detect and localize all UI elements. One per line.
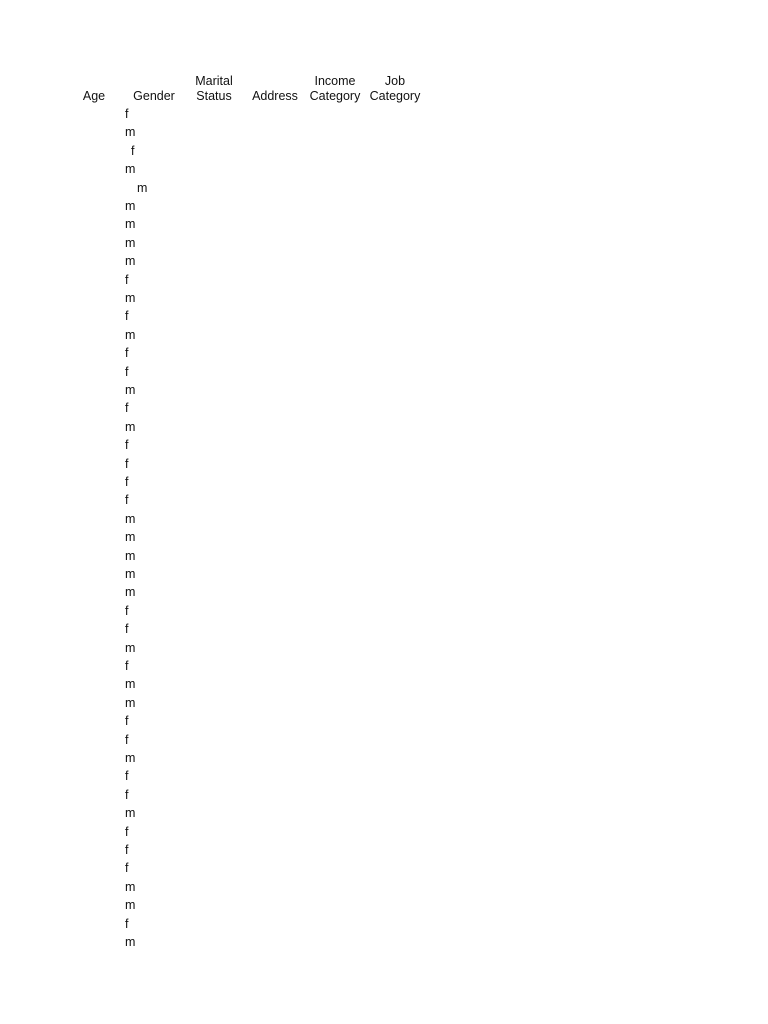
header-job-line2: Category: [369, 89, 421, 103]
gender-cell: f: [125, 456, 129, 471]
gender-cell: f: [125, 603, 129, 618]
header-address-label: Address: [252, 89, 298, 103]
header-income-line1: Income: [314, 74, 356, 88]
gender-cell: m: [125, 419, 136, 434]
gender-cell: f: [125, 107, 129, 121]
gender-cell: m: [125, 567, 136, 581]
gender-cell: f: [125, 364, 129, 379]
header-income-category: [306, 74, 364, 104]
header-age: [72, 89, 116, 104]
header-gender: [124, 89, 184, 104]
gender-cell: m: [125, 677, 136, 692]
gender-cell: m: [125, 806, 136, 821]
gender-cell: m: [125, 751, 136, 765]
gender-cell: f: [125, 493, 129, 508]
header-marital-line2: Status: [196, 89, 232, 103]
gender-cell: f: [125, 438, 129, 453]
gender-cell: m: [125, 898, 136, 913]
gender-cell: m: [125, 125, 136, 140]
header-gender-label: Gender: [133, 89, 175, 103]
gender-cell: f: [125, 401, 129, 416]
gender-cell: f: [125, 861, 129, 876]
gender-cell: m: [125, 530, 136, 545]
gender-cell: f: [131, 143, 135, 158]
gender-cell: m: [125, 548, 136, 563]
gender-cell: m: [125, 640, 136, 655]
header-age-label: Age: [82, 89, 106, 103]
gender-cell: f: [125, 309, 129, 324]
gender-cell: f: [125, 769, 129, 784]
gender-cell: f: [125, 475, 129, 489]
gender-cell: m: [125, 162, 136, 177]
header-marital-line1: Marital: [195, 74, 233, 88]
gender-cell: m: [137, 180, 148, 195]
gender-cell: f: [125, 916, 129, 931]
gender-cell: f: [125, 346, 129, 361]
gender-cell: f: [125, 714, 129, 729]
gender-cell: f: [125, 732, 129, 747]
gender-cell: m: [125, 327, 136, 342]
gender-cell: m: [125, 291, 136, 305]
gender-cell: m: [125, 879, 136, 894]
gender-cell: m: [125, 585, 136, 600]
gender-cell: f: [125, 272, 129, 287]
header-address: [248, 89, 302, 104]
gender-cell: m: [125, 217, 136, 232]
gender-cell: m: [125, 235, 136, 250]
header-job-line1: Job: [384, 74, 406, 88]
header-marital-status: [184, 74, 244, 104]
header-job-category: [366, 74, 424, 104]
gender-cell: f: [125, 843, 129, 857]
gender-cell: m: [125, 199, 136, 213]
gender-cell: f: [125, 622, 129, 637]
header-income-line2: Category: [309, 89, 361, 103]
gender-cell: f: [125, 659, 129, 673]
gender-cell: m: [125, 383, 136, 397]
gender-cell: m: [125, 695, 136, 710]
gender-cell: m: [125, 935, 136, 949]
gender-cell: m: [125, 254, 136, 269]
gender-cell: f: [125, 787, 129, 802]
gender-cell: m: [125, 511, 136, 526]
gender-cell: f: [125, 824, 129, 839]
